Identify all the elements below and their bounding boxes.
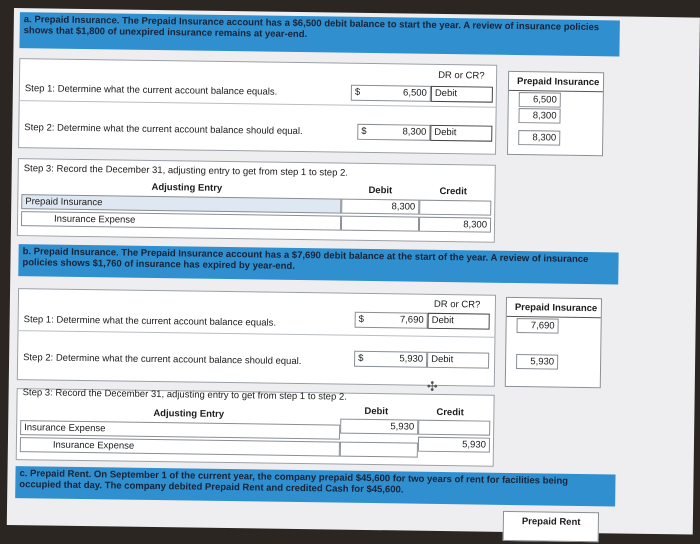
section-a-banner bbox=[19, 12, 619, 56]
section-a-step3-label: Step 3: Record the December 31, adjusting entry to get from step 1 to step 2. bbox=[23, 163, 349, 179]
section-a-entry-row2-credit[interactable]: 8,300 bbox=[419, 217, 491, 233]
section-a-step2-amount: 8,300 bbox=[402, 126, 427, 138]
section-a-step2-drcr-input[interactable]: Debit bbox=[430, 125, 492, 142]
section-b-entry-row1-account[interactable]: Insurance Expense bbox=[20, 420, 340, 439]
section-c-t-account-title: Prepaid Rent bbox=[521, 516, 581, 528]
section-b-credit-header: Credit bbox=[436, 406, 464, 419]
section-b-adjusting-entry-header: Adjusting Entry bbox=[153, 407, 225, 420]
move-cursor-icon: ✣ bbox=[426, 378, 438, 394]
section-b-step2-label: Step 2: Determine what the current account balance should equal. bbox=[23, 352, 302, 368]
section-a-adjusting-entry-header: Adjusting Entry bbox=[151, 181, 223, 194]
section-a-step1-drcr-input[interactable]: Debit bbox=[431, 86, 493, 103]
dollar-sign: $ bbox=[358, 352, 364, 364]
section-b-entry-row1-credit[interactable] bbox=[418, 420, 490, 436]
section-b-entry-row2-account-text: Insurance Expense bbox=[52, 439, 135, 452]
section-c-banner bbox=[15, 466, 615, 506]
section-a-step1-amount: 6,500 bbox=[402, 87, 427, 99]
dollar-sign: $ bbox=[361, 125, 367, 137]
section-b-step2-drcr-input[interactable]: Debit bbox=[427, 352, 489, 369]
section-a-t-value-1[interactable]: 6,500 bbox=[519, 92, 561, 108]
section-b-step1-amount: 7,690 bbox=[399, 314, 424, 326]
section-a-entry-row1-credit[interactable] bbox=[419, 200, 491, 216]
section-a-t-account-title: Prepaid Insurance bbox=[516, 76, 600, 89]
section-b-step1-amount-cell[interactable] bbox=[355, 312, 428, 329]
section-a-drcr-header: DR or CR? bbox=[438, 69, 485, 82]
section-b-t-value-2[interactable]: 5,930 bbox=[516, 354, 558, 370]
section-c-t-account bbox=[503, 511, 599, 542]
section-b-banner-text: b. Prepaid Insurance. The Prepaid Insurance account has a $7,690 debit balance at the start of the year. A review of insurance policies shows $1,760 of insurance has expired by year-end. bbox=[22, 246, 589, 272]
section-b-debit-header: Debit bbox=[364, 405, 389, 418]
section-b-entry-row1-debit[interactable]: 5,930 bbox=[340, 419, 418, 435]
section-a-entry-row1-debit[interactable]: 8,300 bbox=[341, 199, 419, 215]
section-b-t-account-title: Prepaid Insurance bbox=[514, 302, 598, 315]
dollar-sign: $ bbox=[354, 86, 361, 98]
section-a-t-value-2[interactable]: 8,300 bbox=[518, 108, 560, 124]
section-b-drcr-header: DR or CR? bbox=[433, 298, 481, 311]
section-a-debit-header: Debit bbox=[368, 184, 393, 197]
section-a-credit-header: Credit bbox=[439, 185, 468, 198]
section-a-step2-amount-cell[interactable] bbox=[357, 124, 430, 141]
section-a-step2-label: Step 2: Determine what the current account balance should equal. bbox=[24, 122, 303, 138]
section-a-t-account bbox=[507, 71, 604, 156]
worksheet bbox=[7, 8, 700, 535]
section-a-step1-amount-cell[interactable] bbox=[351, 85, 431, 102]
section-b-step3-label: Step 3: Record the December 31, adjusting entry to get from step 1 to step 2. bbox=[22, 387, 347, 403]
section-b-t-account bbox=[505, 297, 602, 388]
section-b-step1-drcr-input[interactable]: Debit bbox=[428, 313, 490, 330]
section-b-steps-panel bbox=[17, 288, 496, 387]
section-b-step2-amount: 5,930 bbox=[399, 353, 424, 365]
dollar-sign: $ bbox=[358, 313, 365, 325]
section-b-banner bbox=[18, 244, 618, 284]
section-b-entry-row2-debit[interactable] bbox=[340, 442, 418, 458]
section-a-entry-row1-account[interactable]: Prepaid Insurance bbox=[21, 194, 341, 213]
section-c-banner-text: c. Prepaid Rent. On September 1 of the current year, the company prepaid $45,600 for two years of rent for facilities being occupied that day. The company debited Prepaid Rent and credited Cash for $45,600. bbox=[19, 468, 569, 496]
section-a-t-value-3[interactable]: 8,300 bbox=[518, 130, 560, 146]
section-a-banner-text: a. Prepaid Insurance. The Prepaid Insurance account has a $6,500 debit balance to start the year. A review of insurance policies shows that $1,800 of unexpired insurance remains at year-end. bbox=[23, 14, 600, 41]
section-b-t-value-1[interactable]: 7,690 bbox=[517, 318, 559, 334]
section-b-step2-amount-cell[interactable] bbox=[354, 351, 427, 368]
section-a-step1-label: Step 1: Determine what the current account balance equals. bbox=[24, 83, 278, 98]
section-b-entry-row2-credit[interactable]: 5,930 bbox=[418, 437, 490, 453]
section-b-step1-label: Step 1: Determine what the current account balance equals. bbox=[23, 314, 277, 329]
section-a-entry-row2-account-text: Insurance Expense bbox=[53, 213, 136, 226]
section-a-entry-row2-debit[interactable] bbox=[341, 216, 419, 232]
